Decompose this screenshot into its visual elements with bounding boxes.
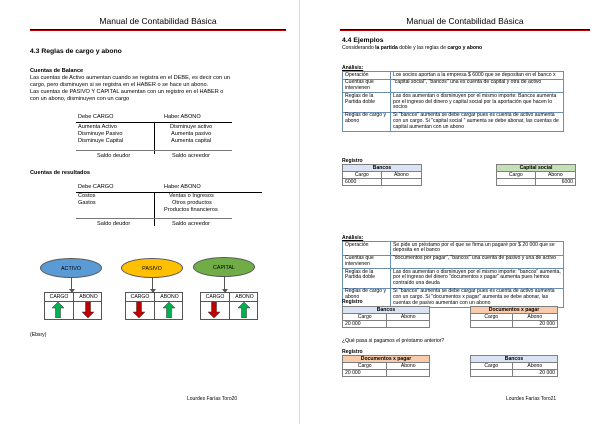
intro-mid: doble y las reglas de — [397, 45, 448, 51]
ex1-capital-social-t-account — [496, 164, 576, 186]
balance-haber-item: Disminuye activo — [170, 124, 213, 130]
balance-debe-item: Disminuye Pasivo — [78, 131, 123, 137]
cargo-label: CARGO — [49, 294, 69, 300]
balance-text-1: Las cuentas de Activo aumentan cuando se registra en el DEBE, es decir con un — [30, 75, 230, 81]
resultados-haber-item: Ventas o Ingresos — [169, 193, 214, 199]
abono-header: Abono — [381, 172, 421, 179]
abono-label: ABONO — [79, 294, 98, 300]
balance-text-2: cargo, pero disminuyen si se registra en el HABER o se hace un abono. — [30, 82, 209, 88]
row-value: Las dos aumentan o disminuyen por el mismo importe: "bancos" aumenta, por el ingreso del dinero "documentos x pagar" aumenta pues hemos contraído una deuda — [391, 269, 564, 288]
cargo-value: 6000 — [343, 179, 382, 186]
intro-text — [342, 45, 482, 51]
abono-header: Abono — [387, 314, 430, 321]
abono-value — [387, 321, 430, 328]
row-key: Operación — [343, 72, 391, 80]
row-value: Se pide un préstamo por el que se firma un pagaré por $ 20 000 que se deposita en el banco — [391, 242, 564, 256]
cargo-header: Cargo — [343, 314, 387, 321]
ex1-analisis-label: Análisis: — [342, 65, 364, 71]
resultados-haber-item: Otros productos — [172, 200, 212, 206]
abono-value: 6000 — [535, 179, 575, 186]
balance-saldo-deudor: Saldo deudor — [97, 153, 131, 159]
right-page — [300, 0, 600, 424]
row-value: Los socios aportan a la empresa $ 6000 que se depositan en el banco x — [391, 72, 564, 80]
cargo-value — [471, 321, 513, 328]
t-account-title: Capital social — [497, 165, 576, 172]
table-row — [343, 242, 564, 256]
activo-down-arrow-icon — [71, 278, 72, 290]
balance-debe-item: Disminuye Capital — [78, 138, 124, 144]
resultados-saldo-acreedor: Saldo acreedor — [172, 221, 210, 227]
balance-debe-item: Aumenta Activo — [78, 124, 117, 130]
balance-text-3: Las cuentas de PASIVO Y CAPITAL aumentan con un registro en el HABER o — [30, 89, 224, 95]
row-key: Reglas de cargo y abono — [343, 112, 391, 131]
balance-text-4: con un abono, disminuyen con un cargo — [30, 96, 130, 102]
ex2-analisis-label: Análisis: — [342, 235, 364, 241]
table-row — [343, 79, 564, 93]
cargo-header: Cargo — [497, 172, 536, 179]
ex1-bancos-t-account — [342, 164, 422, 186]
row-key: Reglas de la Partida doble — [343, 269, 391, 288]
balance-saldo-acreedor: Saldo acreedor — [172, 153, 210, 159]
abono-header: Abono — [512, 363, 557, 370]
abono-header: Abono — [535, 172, 575, 179]
capital-oval: CAPITAL — [193, 257, 255, 277]
red-down-arrow-icon — [208, 302, 220, 318]
ex2-analysis-table — [342, 241, 564, 308]
table-row — [343, 269, 564, 288]
page-header — [30, 12, 286, 30]
ex2-registro-label: Registro — [342, 299, 363, 305]
red-down-arrow-icon — [133, 302, 145, 318]
cargo-header: Cargo — [343, 363, 387, 370]
balance-title: Cuentas de Balance — [30, 68, 84, 74]
balance-haber-head: Haber ABONO — [164, 114, 201, 120]
intro-bold-2: cargo y abono — [447, 45, 483, 51]
t-account-title: Bancos — [343, 165, 422, 172]
green-up-arrow-icon — [163, 302, 175, 318]
abono-value — [381, 179, 421, 186]
ex1-registro-label: Registro — [342, 158, 363, 164]
resultados-debe-item: Gastos — [78, 200, 96, 206]
balance-haber-item: Aumenta pasivo — [171, 131, 212, 137]
abono-value: 20 000 — [512, 321, 557, 328]
abono-value: 20 000 — [512, 370, 557, 377]
green-up-arrow-icon — [52, 302, 64, 318]
resultados-haber-head: Haber ABONO — [164, 184, 201, 190]
t-account-title: Bancos — [343, 307, 430, 314]
resultados-saldo-deudor: Saldo deudor — [97, 221, 131, 227]
ex2-documentos-t-account — [470, 306, 558, 328]
cargo-header: Cargo — [471, 363, 513, 370]
header-title: Manual de Contabilidad Básica — [99, 16, 217, 26]
pasivo-oval: PASIVO — [121, 258, 183, 278]
header-accent-line — [340, 30, 590, 31]
intro-bold-1: la partida — [375, 45, 398, 51]
balance-t-total-line — [76, 150, 232, 151]
ex1-analysis-table — [342, 71, 564, 132]
page-footer: Lourdes Farías Toro20 — [187, 396, 238, 402]
t-account-title: Documentos x pagar — [471, 307, 558, 314]
table-row — [343, 255, 564, 269]
source-note: (Ebsry) — [30, 332, 47, 338]
row-value: Si "bancos" aumenta se debe cargar pues es cuenta de activo aumenta con un cargo. Si "capital social " aumenta se debe abonar, las cuentas de capital aumentan con un abono — [391, 112, 564, 131]
ex3-bancos-t-account — [470, 355, 558, 377]
cargo-value — [471, 370, 513, 377]
row-key: Reglas de cargo y abono — [343, 288, 391, 307]
ex2-bancos-t-account — [342, 306, 430, 328]
cargo-value: 20 000 — [343, 370, 387, 377]
abono-header: Abono — [387, 363, 430, 370]
t-account-title: Bancos — [471, 356, 558, 363]
row-value: "documentos por pagar", "bancos" una cuenta de pasivo y una de activo — [391, 255, 564, 269]
balance-haber-item: Aumenta capital — [171, 138, 212, 144]
ex3-registro-label: Registro — [342, 349, 363, 355]
resultados-t-vertical — [154, 192, 155, 226]
table-row — [343, 112, 564, 131]
row-value: Las dos aumentan o disminuyen por el mismo importe: Bancos aumenta por el ingreso del dinero y capital social por la aportación que hacen lo socios — [391, 93, 564, 112]
cargo-value — [497, 179, 536, 186]
abono-label: ABONO — [160, 294, 179, 300]
resultados-debe-head: Debe CARGO — [78, 184, 114, 190]
row-key: Operación — [343, 242, 391, 256]
cargo-header: Cargo — [343, 172, 382, 179]
abono-label: ABONO — [235, 294, 254, 300]
table-row — [343, 93, 564, 112]
resultados-debe-item: Costos — [78, 193, 96, 199]
header-accent-line — [30, 30, 286, 31]
row-key: Cuentas que intervienen — [343, 255, 391, 269]
row-key: Reglas de la Partida doble — [343, 93, 391, 112]
row-key: Cuentas que intervienen — [343, 79, 391, 93]
cargo-header: Cargo — [471, 314, 513, 321]
table-row — [343, 288, 564, 307]
question-text: ¿Qué pasa si pagamos el préstamo anterior? — [342, 338, 445, 344]
section-title: 4.3 Reglas de cargo y abono — [30, 48, 122, 55]
resultados-title: Cuentas de resultados — [30, 170, 90, 176]
row-value: Si "bancos" aumenta se debe cargar pues es cuenta de activo aumenta con un cargo. Si "documentos x pagar" aumenta se debe abonar, las cuentas de pasivo aumentan con un abono — [391, 288, 564, 307]
abono-header: Abono — [512, 314, 557, 321]
abono-value — [387, 370, 430, 377]
page-header — [340, 12, 590, 30]
ex3-documentos-t-account — [342, 355, 430, 377]
page-footer: Lourdes Farías Toro21 — [506, 396, 557, 402]
intro-pre: Considerando — [342, 45, 376, 51]
cargo-value: 20 000 — [343, 321, 387, 328]
cargo-label: CARGO — [205, 294, 225, 300]
table-row — [343, 72, 564, 80]
pasivo-down-arrow-icon — [152, 278, 153, 290]
section-title: 4.4 Ejemplos — [342, 37, 384, 44]
cargo-label: CARGO — [130, 294, 150, 300]
red-down-arrow-icon — [82, 302, 94, 318]
row-value: "capital social", "bancos" una es cuenta de capital y otra de activo — [391, 79, 564, 93]
balance-debe-head: Debe CARGO — [78, 114, 114, 120]
activo-oval: ACTIVO — [40, 258, 102, 278]
header-title: Manual de Contabilidad Básica — [406, 16, 524, 26]
resultados-t-total-line — [76, 218, 232, 219]
capital-down-arrow-icon — [224, 277, 225, 290]
t-account-title: Documentos x pagar — [343, 356, 430, 363]
green-up-arrow-icon — [238, 302, 250, 318]
resultados-haber-item: Productos financieros — [164, 207, 218, 213]
